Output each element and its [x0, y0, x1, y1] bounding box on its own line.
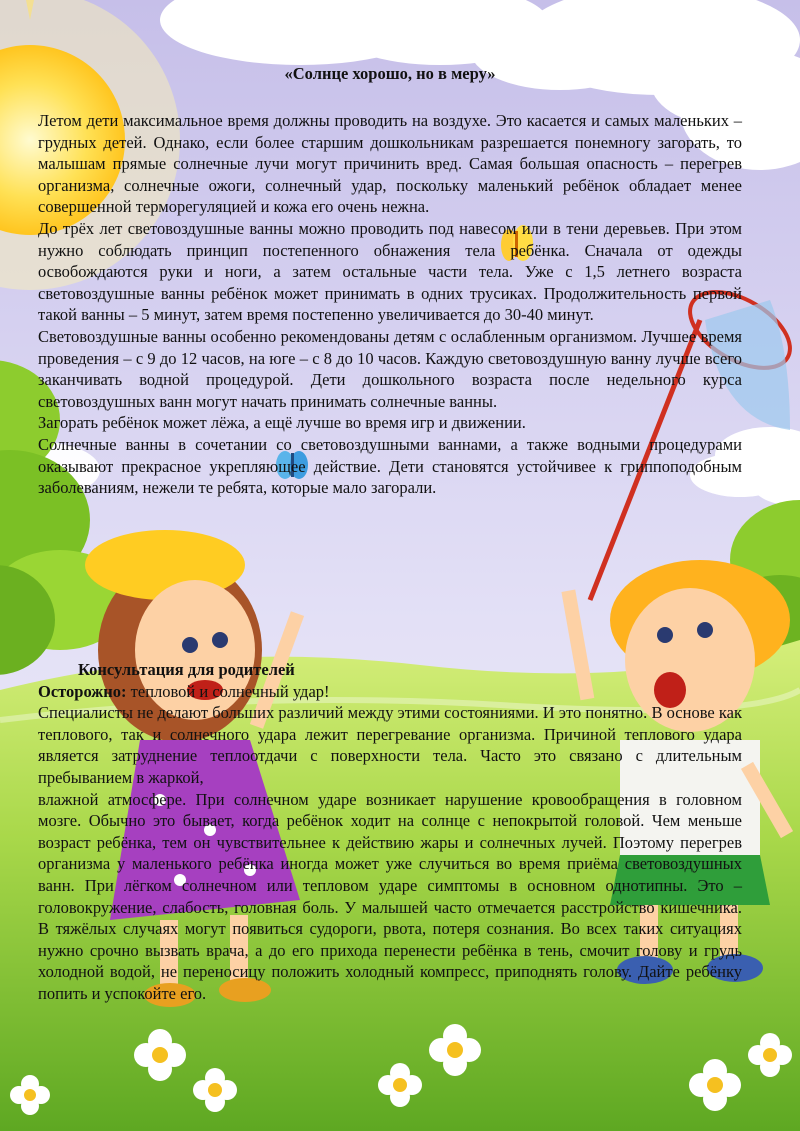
warning-line: [38, 681, 742, 703]
paragraph: До трёх лет световоздушные ванны можно проводить под навесом или в тени деревьев. При этом нужно соблюдать принцип постепенного обнажения тела ребёнка. Сначала от одежды освобождаются руки и ноги, а затем остальные части тела. Уже с 1,5 летнего возраста световоздушные ванны ребёнок может принимать в одних трусиках. Продолжительность первой такой ванны – 5 минут, затем время постепенно увеличивается до 30-40 минут.: [38, 218, 742, 325]
consultation-title: Консультация для родителей: [78, 660, 295, 679]
paragraph: Специалисты не делают больших различий между этими состояниями. И это понятно. В основе как теплового, так и солнечного удара лежит перегревание организма. Причиной теплового удара является затруднение теплоотдачи с поверхности тела. Часто это связано с длительным пребыванием в жаркой,: [38, 703, 742, 787]
warning-text: тепловой и солнечный удар!: [126, 681, 330, 701]
consultation-section: [38, 659, 742, 1005]
paragraph: влажной атмосфере. При солнечном ударе возникает нарушение кровообращения в головном мозге. Обычно это бывает, когда ребёнок ходит на солнце с непокрытой головой. Чем меньше возраст ребёнка, тем он чувствительнее к действию жары и солнечных лучей. Поэтому перегрев организма у маленького ребёнка иногда может уже случиться во время приёма световоздушных ванн. При лёгком солнечном или тепловом ударе симптомы в основном однотипны. Это – головокружение, слабость, головная боль. У малышей часто отмечается расстройство кишечника. В тяжёлых случаях могут появиться судороги, рвота, потеря сознания. Во всех таких ситуациях нужно срочно вызвать врача, а до его прихода перенести ребёнка в тень, смочит голову и грудь холодной водой, не переносицу положить холодный компресс, приподнять голову. Дайте ребёнку попить и успокойте его.: [38, 789, 742, 1003]
paragraph: Солнечные ванны в сочетании со световоздушными ваннами, а также водными процедурами оказывают прекрасное укрепляющее действие. Дети становятся устойчивее к гриппоподобным заболеваниям, нежели те ребята, которые мало загорали.: [38, 434, 742, 498]
article-title: «Солнце хорошо, но в меру»: [284, 64, 496, 83]
paragraph: Загорать ребёнок может лёжа, а ещё лучше во время игр и движении.: [38, 413, 526, 433]
paragraph: Летом дети максимальное время должны проводить на воздухе. Это касается и самых маленьких – грудных детей. Однако, если более старшим дошкольникам разрешается понемногу загорать, то малышам прямые солнечные лучи могут причинить вред. Самая большая опасность – перегрев организма, солнечные ожоги, солнечный удар, поскольку маленький ребёнок обладает менее совершенной терморегуляцией и кожа его очень нежна.: [38, 111, 742, 217]
article-top: [38, 64, 742, 499]
warning-label: Осторожно:: [38, 681, 127, 701]
paragraph: Световоздушные ванны особенно рекомендованы детям с ослабленным организмом. Лучшее время проведения – с 9 до 12 часов, на юге – с 8 до 10 часов. Каждую световоздушную ванну лучше всего заканчивать водной процедурой. Дети дошкольного возраста после недельного курса световоздушных ванн могут начать принимать солнечные ванны.: [38, 326, 742, 411]
